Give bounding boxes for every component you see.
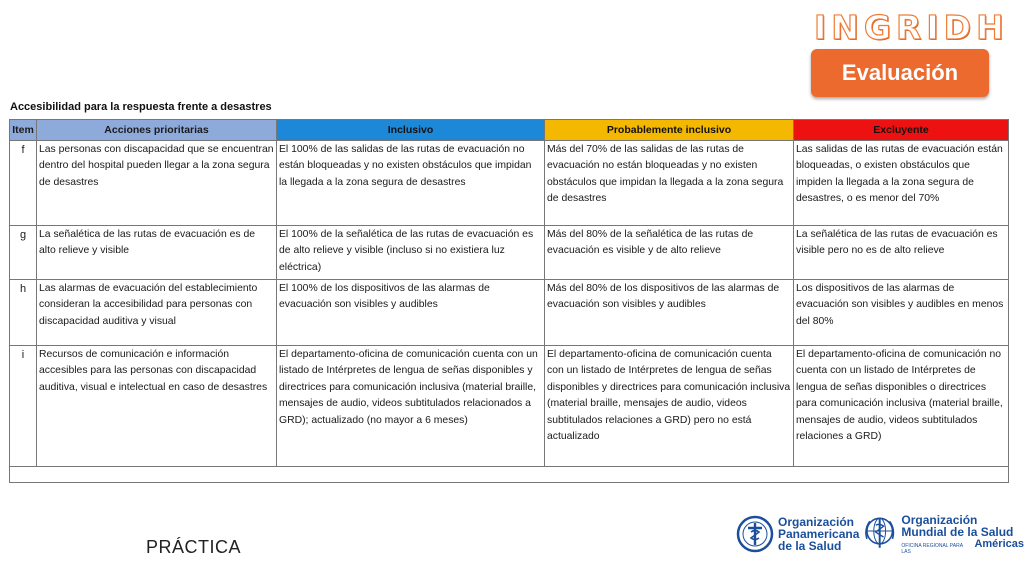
oms-small-text: OFICINA REGIONAL PARA LAS [901,542,963,555]
row-action: La señalética de las rutas de evacuación es de alto relieve y visible [37,226,277,280]
row-inclusive: El 100% de los dispositivos de las alarmas de evacuación son visibles y audibles [277,280,545,346]
row-probably-inclusive: Más del 80% de la señalética de las rutas de evacuación es visible y de alto relieve [545,226,794,280]
row-probably-inclusive: Más del 70% de las salidas de las rutas de evacuación no están bloqueadas y no existen obstáculos que impidan la llegada a la zona segura de desastres [545,141,794,226]
oms-logo [862,512,1024,556]
table-row [10,141,1009,226]
row-excluding: Los dispositivos de las alarmas de evacuación son visibles y audibles en menos del 80% [794,280,1009,346]
who-emblem-icon [862,515,897,553]
oms-line2: Mundial de la Salud [901,524,1014,539]
ops-line1: Organización [778,515,855,529]
brand-title: INGRIDH [814,8,1009,47]
section-title: Accesibilidad para la respuesta frente a desastres [10,101,272,113]
row-inclusive: El 100% de las salidas de las rutas de evacuación no están bloqueadas y no existen obstáculos que impidan la llegada a la zona segura de desastres [277,141,545,226]
table-row-empty [10,467,1009,483]
row-excluding: Las salidas de las rutas de evacuación están bloqueadas, o existen obstáculos que impiden la llegada a la zona segura de desastres, o es menor del 70% [794,141,1009,226]
table-header-row [10,120,1009,141]
oms-region: Américas [974,537,1024,550]
row-probably-inclusive: El departamento-oficina de comunicación cuenta con un listado de Intérpretes de lengua de señas disponibles y directrices para comunicación inclusiva (material braille, mensajes de audio, videos subtitulados relaciones a GRD) pero no está actualizado [545,346,794,467]
row-action: Las alarmas de evacuación del establecimiento consideran la accesibilidad para personas con discapacidad auditiva y visual [37,280,277,346]
practice-label: PRÁCTICA [146,537,242,557]
header-probably-inclusive: Probablemente inclusivo [545,120,794,141]
header-inclusive: Inclusivo [277,120,545,141]
ops-logo [736,512,859,556]
oms-line1: Organización [901,512,978,527]
row-item: f [10,141,37,226]
ops-line2: Panamericana [778,527,860,541]
table-row [10,346,1009,467]
row-probably-inclusive: Más del 80% de los dispositivos de las alarmas de evacuación son visibles y audibles [545,280,794,346]
row-action: Recursos de comunicación e información accesibles para las personas con discapacidad auditiva, visual e intelectual en caso de desastres [37,346,277,467]
empty-cell [10,467,1009,483]
row-item: g [10,226,37,280]
ops-emblem-icon [736,515,774,553]
table-row [10,226,1009,280]
row-excluding: El departamento-oficina de comunicación no cuenta con un listado de Intérpretes de lengua de señas disponibles o directrices para comunicación inclusiva (material braille, mensajes de audio, videos subtitulados relaciones a GRD) [794,346,1009,467]
header-item: Item [10,120,37,141]
table-row [10,280,1009,346]
row-item: i [10,346,37,467]
ops-line3: de la Salud [778,539,842,553]
header-excluding: Excluyente [794,120,1009,141]
evaluation-table [9,119,1009,483]
row-action: Las personas con discapacidad que se encuentran dentro del hospital pueden llegar a la zona segura de desastres [37,141,277,226]
row-item: h [10,280,37,346]
row-excluding: La señalética de las rutas de evacuación es visible pero no es de alto relieve [794,226,1009,280]
evaluation-badge: Evaluación [811,49,989,97]
row-inclusive: El 100% de la señalética de las rutas de evacuación es de alto relieve y visible (incluso si no existiera luz eléctrica) [277,226,545,280]
row-inclusive: El departamento-oficina de comunicación cuenta con un listado de Intérpretes de lengua de señas disponibles y directrices para comunicación inclusiva (material braille, mensajes de audio, videos subtitulados relacionados a GRD); actualizado (no mayor a 6 meses) [277,346,545,467]
header-actions: Acciones prioritarias [37,120,277,141]
